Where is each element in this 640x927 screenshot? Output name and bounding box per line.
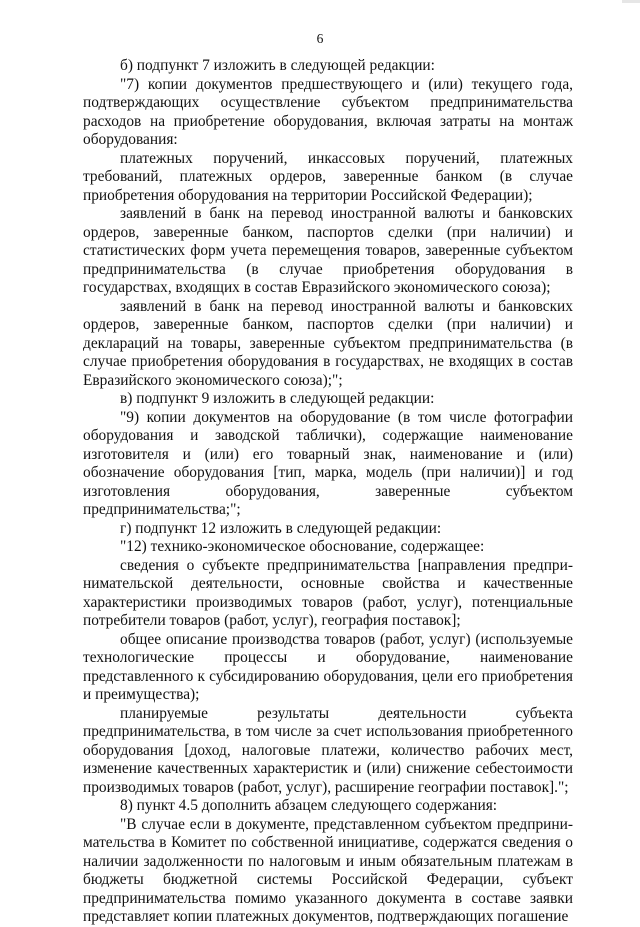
subpoint-7-item-payment-orders: платежных поручений, инкассовых поручений, платежных требований, платежных ордеров, заверенные банком (в случае приобретения оборудования на территории Российской Федерации); [83, 149, 573, 204]
subpoint-12-item-entity-info: сведения о субъекте предпринимательства [направления предпринимательской деятельности, основные свойства и качественные характеристики производимых товаров (работ, услуг), потенциальные потребители товаров (работ, услуг), география поставок]; [83, 556, 573, 629]
subpoint-12-text: "12) технико-экономическое обоснование, содержащее: [120, 538, 485, 555]
document-body [83, 57, 573, 927]
page-number: 6 [316, 31, 324, 46]
subpoint-7-item-non-eaeu-states: заявлений в банк на перевод иностранной валюты и банковских ордеров, заверенные банком, паспортов сделки (при наличии) и деклараций на товары, заверенные субъектом предпринимательства (в случае приобретения оборудования в государствах, не входящих в состав Евразийского экономического союза);"; [83, 297, 573, 389]
subpoint-v-heading: в) подпункт 9 изложить в следующей редакции: [120, 390, 435, 407]
subpoint-b-heading: б) подпункт 7 изложить в следующей редакции: [120, 57, 435, 74]
subpoint-7-item-eaeu-states: заявлений в банк на перевод иностранной валюты и банковских ордеров, заверенные банком, паспортов сделки (при наличии) и статистических форм учета перемещения товаров, заверенные субъектом предпринимательства (в случае приобретения оборудования в государствах, входящих в состав Евразийского экономического союза); [83, 205, 573, 296]
subpoint-g-heading: г) подпункт 12 изложить в следующей редакции: [120, 519, 442, 537]
scan-edge-mark [622, 0, 640, 3]
subpoint-7-text: "7) копии документов предшествующего и (или) текущего года, подтверждающих осуществление субъектом предпринимательства расходов на приобретение оборудования, включая затраты на монтаж оборудования: [83, 75, 573, 148]
point-4-5-addition-text: "В случае если в документе, представленном субъектом предпринимательства в Комитет по собственной инициативе, содержатся сведения о наличии задолженности по налоговым и иным обязательным платежам в бюджеты бюджетной системы Российской Федерации, субъект предпринимательства помимо указанного документа в составе заявки представляет копии платежных документов, подтверждающих погашение [83, 815, 573, 925]
subpoint-9-text: "9) копии документов на оборудование (в том числе фотографии оборудования и заводской таблички), содержащие наименование изготовителя и (или) его товарный знак, наименование и (или) обозначение оборудования [тип, марка, модель (при наличии)] и год изготовления оборудования, заверенные субъектом предпринимательства;"; [83, 408, 573, 518]
subpoint-12-item-planned-results: планируемые результаты деятельности субъекта предпринимательства, в том числе за счет использования приобретенного оборудования [доход, налоговые платежи, количество рабочих мест, изменение качественных характеристик и (или) снижение себестоимости производимых товаров (работ, услуг), расширение географии поставок]."; [83, 704, 573, 796]
subpoint-12-item-production-description: общее описание производства товаров (работ, услуг) (используемые технологические процессы и оборудование, наименование представленного к субсидированию оборудования, цели его приобретения и преимущества); [83, 630, 573, 703]
point-8-heading: 8) пункт 4.5 дополнить абзацем следующего содержания: [120, 797, 498, 814]
